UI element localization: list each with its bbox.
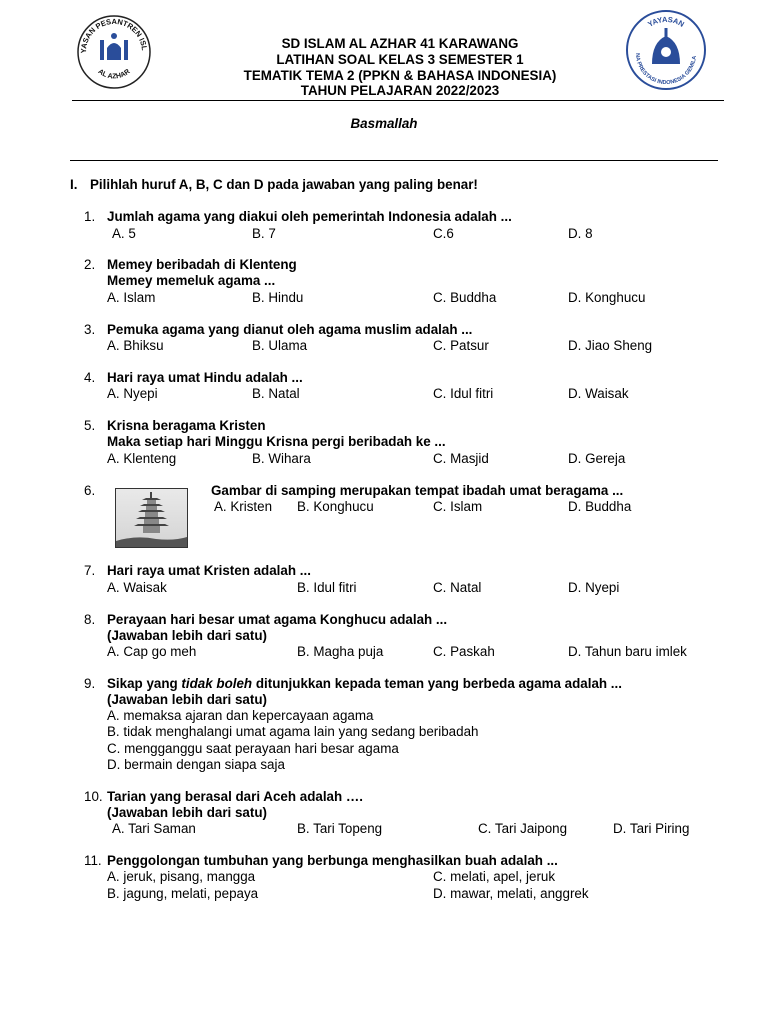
q5-option-c: C. Masjid	[433, 451, 489, 466]
question-10-text: Tarian yang berasal dari Aceh adalah ….	[107, 789, 364, 804]
logo-left-bottom-text: AL AZHAR	[96, 68, 132, 81]
question-8-text-2: (Jawaban lebih dari satu)	[107, 628, 267, 643]
question-9-text	[107, 676, 622, 692]
q9-option-c: C. mengganggu saat perayaan hari besar agama	[107, 741, 399, 756]
q1-option-c: C.6	[433, 226, 454, 241]
q3-option-d: D. Jiao Sheng	[568, 338, 653, 353]
school-name: SD ISLAM AL AZHAR 41 KARAWANG	[281, 36, 519, 51]
q8-option-c: C. Paskah	[433, 644, 495, 659]
q7-option-a: A. Waisak	[107, 580, 167, 595]
question-2-number: 2.	[84, 257, 96, 272]
exam-title: LATIHAN SOAL KELAS 3 SEMESTER 1	[276, 52, 524, 67]
question-11-number: 11.	[84, 853, 102, 868]
logo-left-arc-text: YASAN PESANTREN ISL	[78, 16, 150, 54]
question-1-number: 1.	[84, 209, 96, 224]
q5-option-b: B. Wihara	[252, 451, 311, 466]
question-9-emphasis: tidak boleh	[181, 676, 253, 691]
question-9-text-pre: Sikap yang	[107, 676, 182, 691]
question-5-number: 5.	[84, 418, 96, 433]
exam-subject: TEMATIK TEMA 2 (PPKN & BAHASA INDONESIA)	[243, 68, 557, 83]
question-7-number: 7.	[84, 563, 96, 578]
q10-option-d: D. Tari Piring	[613, 821, 690, 836]
q4-option-b: B. Natal	[252, 386, 300, 401]
q2-option-d: D. Konghucu	[568, 290, 646, 305]
q11-option-d: D. mawar, melati, anggrek	[433, 886, 589, 901]
logo-right-top-text: YAYASAN	[646, 14, 686, 29]
question-4-text: Hari raya umat Hindu adalah ...	[107, 370, 303, 385]
q2-option-b: B. Hindu	[252, 290, 304, 305]
q7-option-d: D. Nyepi	[568, 580, 620, 595]
q6-option-d: D. Buddha	[568, 499, 632, 514]
pagoda-picture	[115, 488, 188, 548]
question-5-text-2: Maka setiap hari Minggu Krisna pergi beribadah ke ...	[107, 434, 446, 449]
q6-option-c: C. Islam	[433, 499, 483, 514]
q5-option-d: D. Gereja	[568, 451, 626, 466]
foundation-logo-right	[624, 8, 708, 92]
q1-option-b: B. 7	[252, 226, 276, 241]
logo-right-arc-text: NA PRESTASI INDONESIA GEMILA	[633, 53, 698, 87]
q3-option-c: C. Patsur	[433, 338, 489, 353]
q2-option-a: A. Islam	[107, 290, 156, 305]
question-11-text: Penggolongan tumbuhan yang berbunga menghasilkan buah adalah ...	[107, 853, 558, 868]
q8-option-b: B. Magha puja	[297, 644, 384, 659]
q4-option-d: D. Waisak	[568, 386, 629, 401]
question-2-text-2: Memey memeluk agama ...	[107, 273, 276, 288]
q8-option-a: A. Cap go meh	[107, 644, 197, 659]
q11-option-a: A. jeruk, pisang, mangga	[107, 869, 256, 884]
question-8-text: Perayaan hari besar umat agama Konghucu adalah ...	[107, 612, 448, 627]
question-6-number: 6.	[84, 483, 96, 498]
q10-option-c: C. Tari Jaipong	[478, 821, 568, 836]
q1-option-d: D. 8	[568, 226, 593, 241]
question-9-text-2: (Jawaban lebih dari satu)	[107, 692, 267, 707]
question-3-text: Pemuka agama yang dianut oleh agama muslim adalah ...	[107, 322, 473, 337]
question-6-text: Gambar di samping merupakan tempat ibadah umat beragama ...	[211, 483, 624, 498]
q10-option-a: A. Tari Saman	[112, 821, 196, 836]
q9-option-a: A. memaksa ajaran dan kepercayaan agama	[107, 708, 374, 723]
question-7-text: Hari raya umat Kristen adalah ...	[107, 563, 311, 578]
basmallah-label: Basmallah	[350, 116, 418, 131]
q1-option-a: A. 5	[112, 226, 136, 241]
academic-year: TAHUN PELAJARAN 2022/2023	[300, 83, 500, 98]
question-4-number: 4.	[84, 370, 96, 385]
q11-option-b: B. jagung, melati, pepaya	[107, 886, 259, 901]
question-8-number: 8.	[84, 612, 96, 627]
q3-option-a: A. Bhiksu	[107, 338, 164, 353]
basmallah-line	[70, 160, 718, 161]
q8-option-d: D. Tahun baru imlek	[568, 644, 687, 659]
school-logo-left	[74, 12, 154, 90]
question-10-number: 10.	[84, 789, 103, 804]
question-3-number: 3.	[84, 322, 96, 337]
question-9-text-post: ditunjukkan kepada teman yang berbeda agama adalah ...	[252, 676, 622, 691]
q6-option-b: B. Konghucu	[297, 499, 374, 514]
header-divider	[72, 100, 724, 101]
q9-option-b: B. tidak menghalangi umat agama lain yang sedang beribadah	[107, 724, 479, 739]
question-10-text-2: (Jawaban lebih dari satu)	[107, 805, 267, 820]
pagoda-icon	[116, 492, 187, 547]
section-number: I.	[70, 177, 78, 192]
q11-option-c: C. melati, apel, jeruk	[433, 869, 556, 884]
q5-option-a: A. Klenteng	[107, 451, 177, 466]
question-5-text: Krisna beragama Kristen	[107, 418, 266, 433]
q7-option-b: B. Idul fitri	[297, 580, 357, 595]
q10-option-b: B. Tari Topeng	[297, 821, 383, 836]
section-instruction: Pilihlah huruf A, B, C dan D pada jawaban yang paling benar!	[90, 177, 478, 192]
q4-option-c: C. Idul fitri	[433, 386, 494, 401]
q6-option-a: A. Kristen	[214, 499, 273, 514]
q2-option-c: C. Buddha	[433, 290, 497, 305]
q7-option-c: C. Natal	[433, 580, 482, 595]
question-1-text: Jumlah agama yang diakui oleh pemerintah Indonesia adalah ...	[107, 209, 512, 224]
question-2-text: Memey beribadah di Klenteng	[107, 257, 297, 272]
q9-option-d: D. bermain dengan siapa saja	[107, 757, 285, 772]
q3-option-b: B. Ulama	[252, 338, 308, 353]
question-9-number: 9.	[84, 676, 96, 691]
q4-option-a: A. Nyepi	[107, 386, 158, 401]
